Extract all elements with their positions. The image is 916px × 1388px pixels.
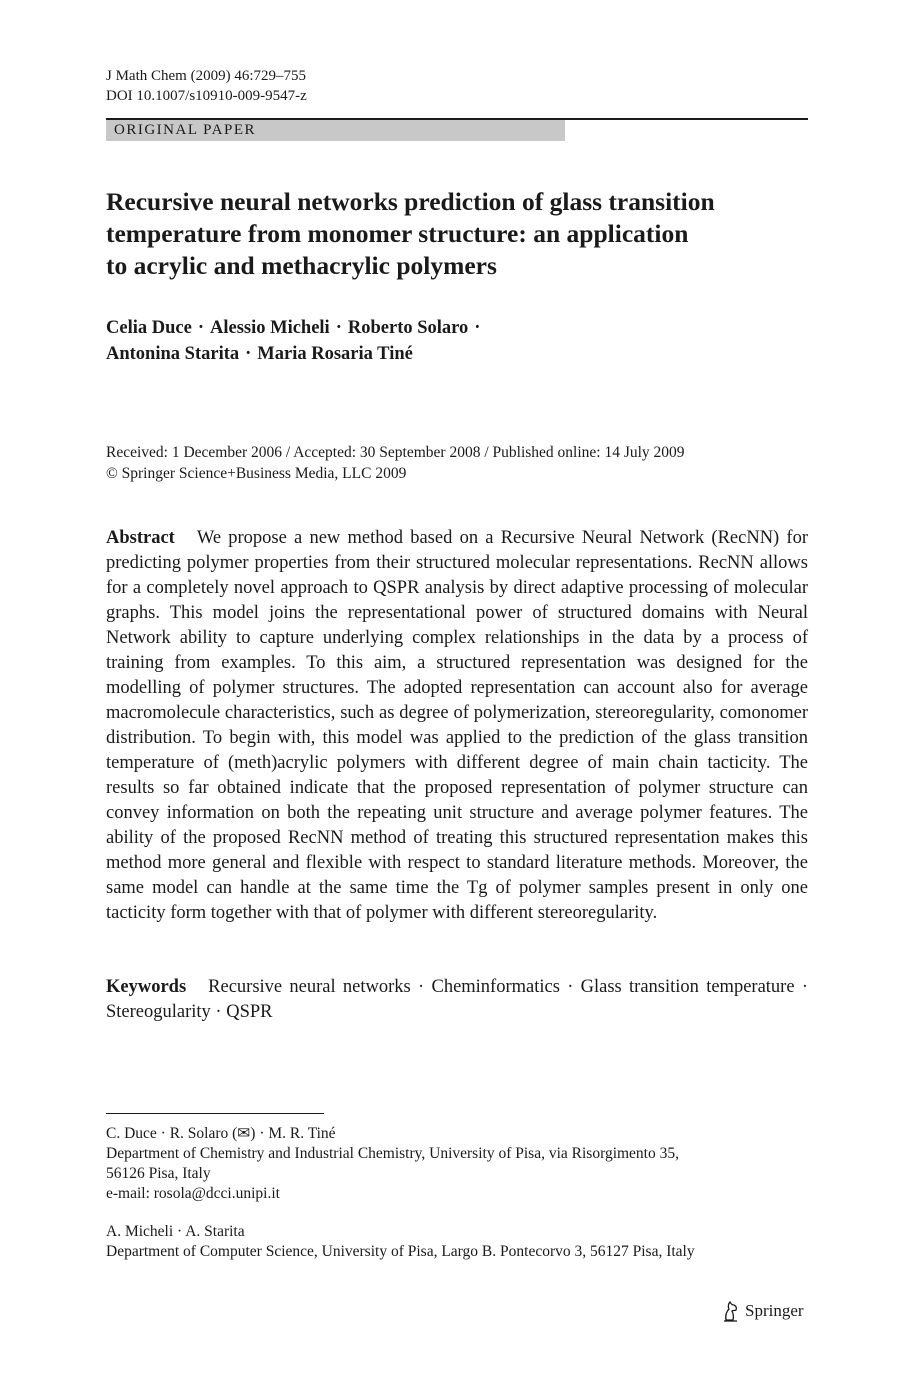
title-line: temperature from monomer structure: an application [106,219,689,248]
abstract-label: Abstract [106,528,175,548]
abstract [106,526,808,926]
publication-dates [106,442,826,484]
copyright: © Springer Science+Business Media, LLC 2009 [106,465,407,482]
footnote-rule [106,1113,324,1114]
author-name: Alessio Micheli [209,318,330,338]
springer-horse-icon [722,1300,740,1322]
section-label: ORIGINAL PAPER [106,120,565,141]
title-line: to acrylic and methacrylic polymers [106,251,497,280]
title-line: Recursive neural networks prediction of glass transition [106,187,715,216]
journal-doi: DOI 10.1007/s10910-009-9547-z [106,88,307,104]
author-separator: · [474,318,481,338]
affiliation-block-computer-science [106,1222,806,1262]
author-line [106,341,806,367]
keywords-label: Keywords [106,977,187,997]
author-separator: · [197,318,204,338]
affiliation-names: C. Duce · R. Solaro (✉) · M. R. Tiné [106,1125,336,1142]
affiliation-names: A. Micheli · A. Starita [106,1223,245,1240]
author-name: Celia Duce [106,318,192,338]
affiliation-dept: Department of Chemistry and Industrial Chemistry, University of Pisa, via Risorgimento 35, [106,1145,679,1162]
keywords [106,975,808,1025]
author-separator: · [245,344,252,364]
keywords-text: Recursive neural networks · Cheminformatics · Glass transition temperature · Stereogularity · QSPR [106,977,808,1022]
journal-info [106,66,307,106]
author-line [106,315,806,341]
affiliation-dept: Department of Computer Science, University of Pisa, Largo B. Pontecorvo 3, 56127 Pisa, Italy [106,1243,695,1260]
abstract-text: We propose a new method based on a Recursive Neural Network (RecNN) for predicting polymer properties from their structured molecular representations. RecNN allows for a completely novel approach to QSPR analysis by direct adaptive processing of molecular graphs. This model joins the representational power of structured domains with Neural Network ability to capture underlying complex relationships in the data by a process of training from examples. To this aim, a structured representation was designed for the modelling of polymer structures. The adopted representation can account also for average macromolecule characteristics, such as degree of polymerization, stereoregularity, comonomer distribution. To begin with, this model was applied to the prediction of the glass transition temperature of (meth)acrylic polymers with different degree of main chain tacticity. The results so far obtained indicate that the proposed representation of polymer structure can convey information on both the repeating unit structure and average polymer features. The ability of the proposed RecNN method of treating this structured representation makes this method more general and flexible with respect to standard literature methods. Moreover, the same model can handle at the same time the Tg of polymer samples present in only one tacticity form together with that of polymer with different stereoregularity. [106,528,808,923]
affiliation-dept: 56126 Pisa, Italy [106,1165,211,1182]
author-separator: · [335,318,342,338]
publisher-name: Springer [745,1301,804,1320]
affiliation-email: e-mail: rosola@dcci.unipi.it [106,1185,280,1202]
author-name: Antonina Starita [106,344,240,364]
date-history: Received: 1 December 2006 / Accepted: 30 September 2008 / Published online: 14 July 2009 [106,444,685,461]
author-name: Roberto Solaro [347,318,469,338]
paper-title [106,186,806,282]
publisher-logo [722,1299,804,1323]
affiliation-block-chemistry [106,1124,806,1204]
author-name: Maria Rosaria Tiné [257,344,413,364]
journal-citation: J Math Chem (2009) 46:729–755 [106,68,306,84]
author-list [106,315,806,367]
